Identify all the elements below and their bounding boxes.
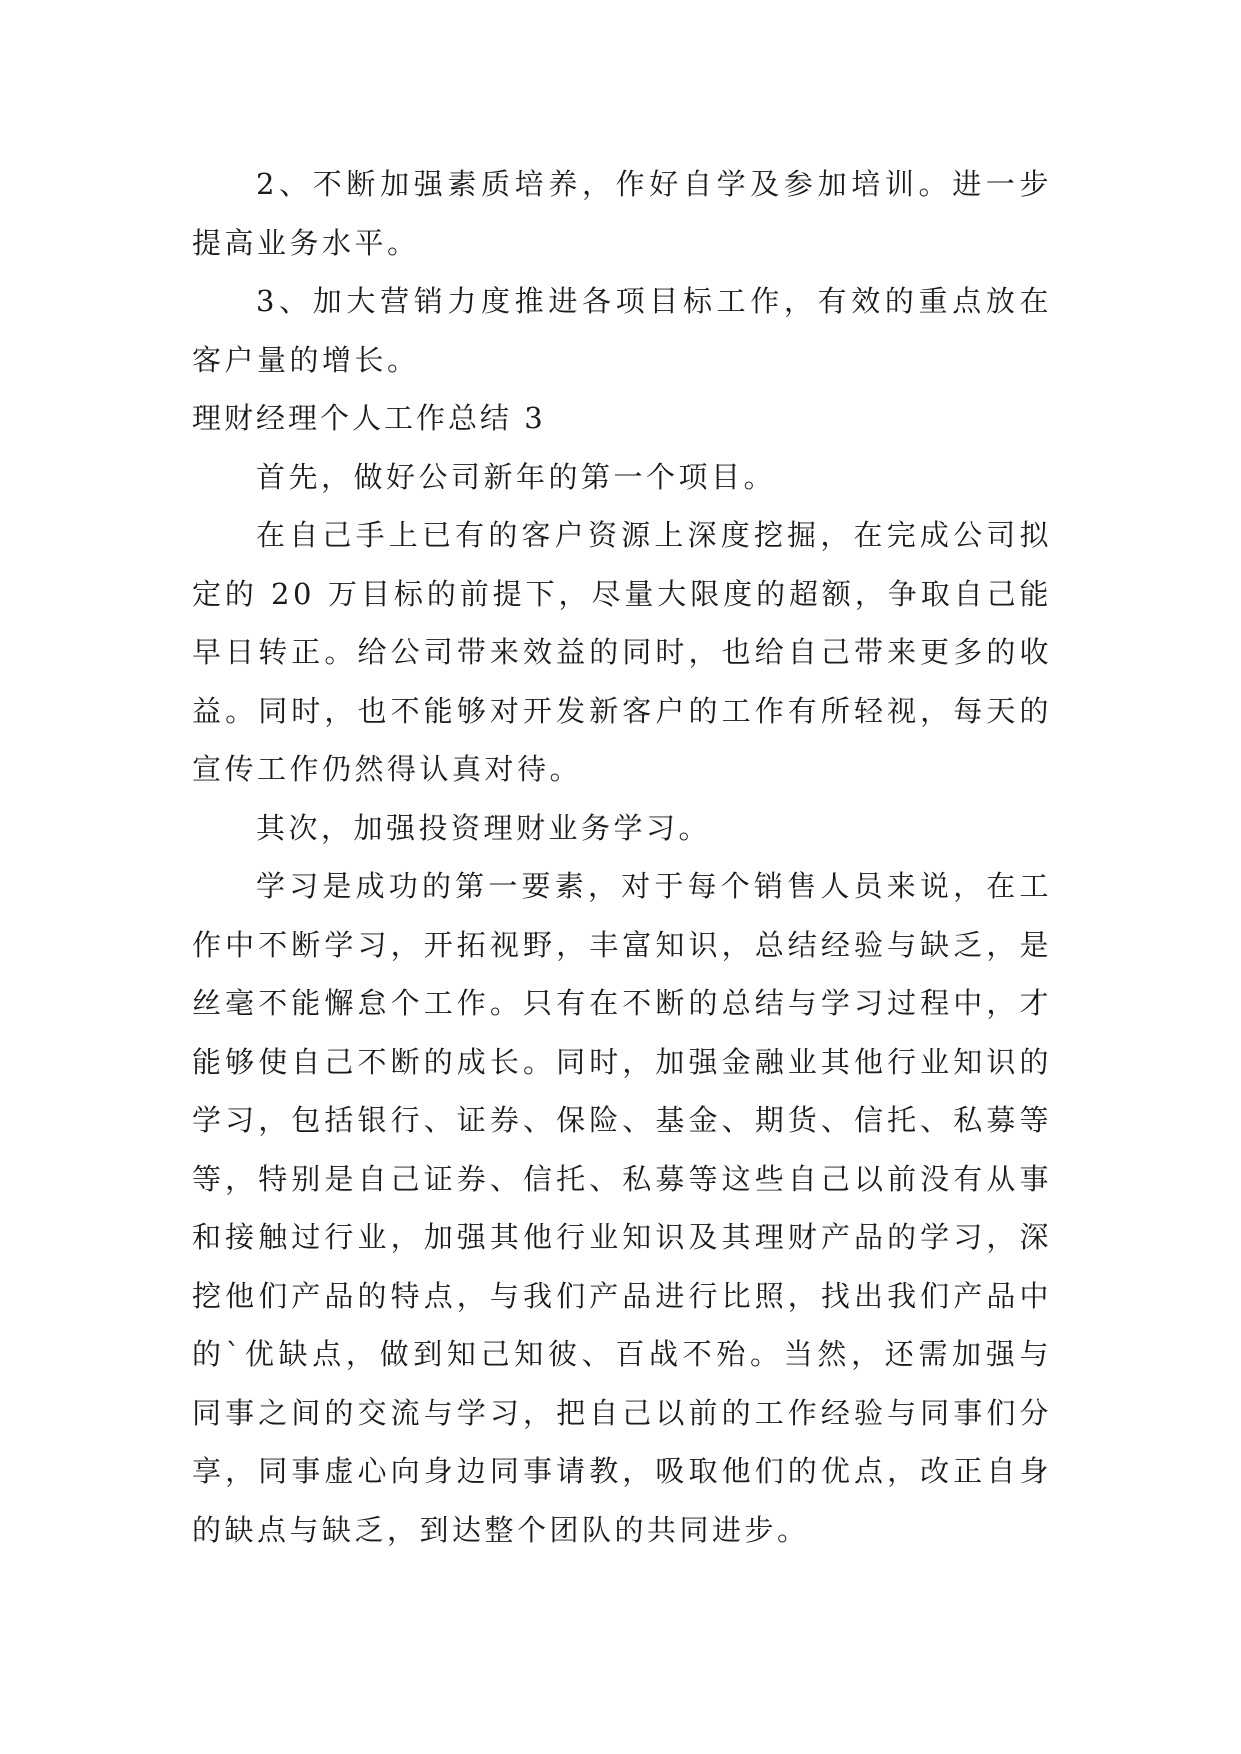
paragraph-learning: 学习是成功的第一要素，对于每个销售人员来说，在工作中不断学习，开拓视野，丰富知识，总结经验与缺乏，是丝毫不能懈怠个工作。只有在不断的总结与学习过程中，才能够使自己不断的成长。同时，加强金融业其他行业知识的学习，包括银行、证券、保险、基金、期货、信托、私募等等，特别是自己证券、信托、私募等这些自己以前没有从事和接触过行业，加强其他行业知识及其理财产品的学习，深挖他们产品的特点，与我们产品进行比照，找出我们产品中的`优缺点，做到知己知彼、百战不殆。当然，还需加强与同事之间的交流与学习，把自己以前的工作经验与同事们分享，同事虚心向身边同事请教，吸取他们的优点，改正自身的缺点与缺乏，到达整个团队的共同进步。 bbox=[192, 869, 1052, 1547]
paragraph-customer-resources: 在自己手上已有的客户资源上深度挖掘，在完成公司拟定的 20 万目标的前提下，尽量大限度的超额，争取自己能早日转正。给公司带来效益的同时，也给自己带来更多的收益。同时，也不能够对开发新客户的工作有所轻视，每天的宣传工作仍然得认真对待。 bbox=[192, 518, 1052, 786]
section-title: 理财经理个人工作总结 3 bbox=[192, 401, 546, 435]
paragraph-item-3: 3、加大营销力度推进各项目标工作，有效的重点放在客户量的增长。 bbox=[192, 284, 1052, 377]
paragraph-first-point: 首先，做好公司新年的第一个项目。 bbox=[256, 459, 777, 494]
paragraph-second-point: 其次，加强投资理财业务学习。 bbox=[256, 810, 712, 845]
paragraph-item-2: 2、不断加强素质培养，作好自学及参加培训。进一步提高业务水平。 bbox=[192, 167, 1052, 260]
document-body bbox=[192, 155, 1052, 1559]
